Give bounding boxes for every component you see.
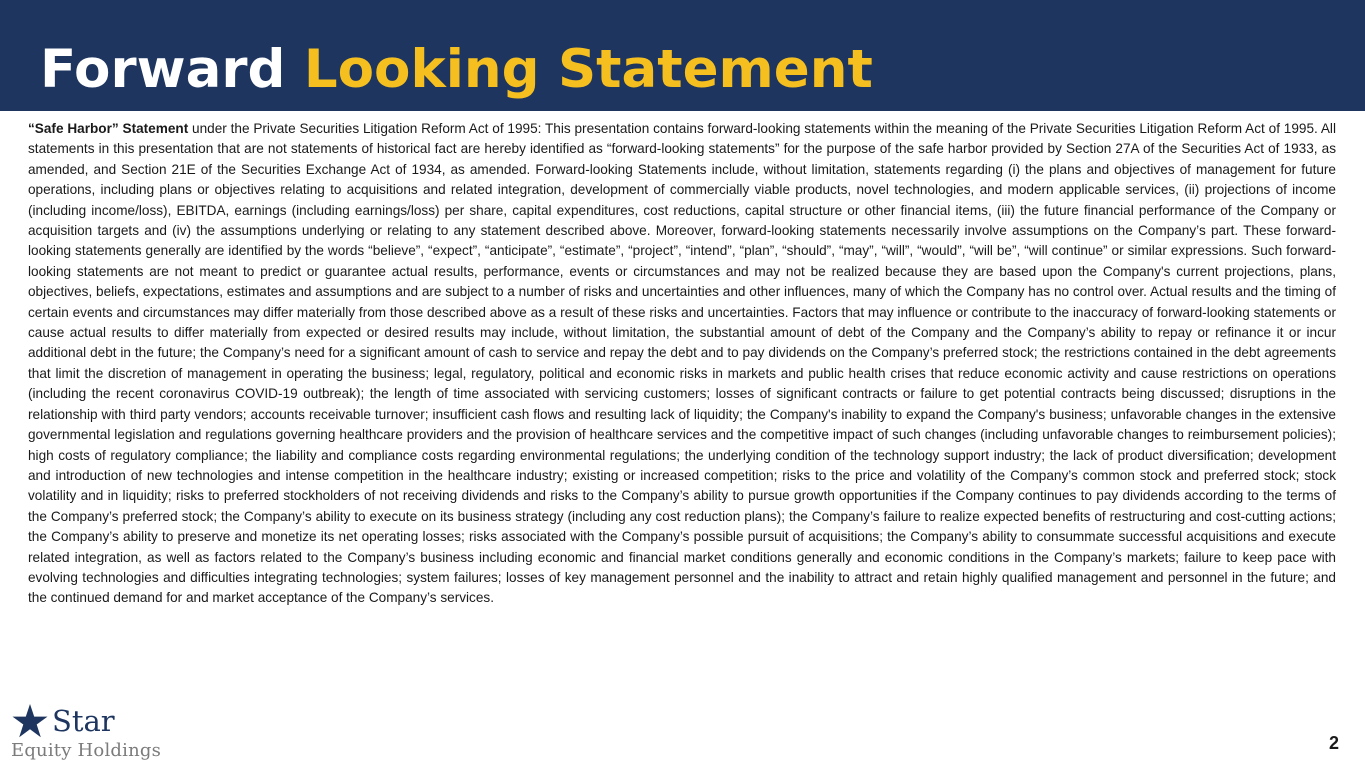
logo-subtitle: Equity Holdings <box>11 740 162 761</box>
safe-harbor-lead: “Safe Harbor” Statement <box>28 121 189 136</box>
title-primary: Forward <box>40 39 286 100</box>
page-number: 2 <box>1328 733 1339 753</box>
star-equity-logo <box>10 702 190 764</box>
title-accent: Looking Statement <box>303 39 873 100</box>
safe-harbor-text: under the Private Securities Litigation Reform Act of 1995: This presentation contains forward-looking statements within the meaning of the Private Securities Litigation Reform Act of 1995. All statements in this presentation that are not statements of historical fact are hereby identified as “forward-looking statements” for the purpose of the safe harbor provided by Section 27A of the Securities Act of 1933, as amended, and Section 21E of the Securities Exchange Act of 1934, as amended. Forward-looking Statements include, without limitation, statements regarding (i) the plans and objectives of management for future operations, including plans or objectives relating to acquisitions and related integration, development of commercially viable products, novel technologies, and modern applicable services, (ii) projections of income (including income/loss), EBITDA, earnings (including earnings/loss) per share, capital expenditures, cost reductions, capital structure or other financial items, (iii) the future financial performance of the Company or acquisition targets and (iv) the assumptions underlying or relating to any statement described above. Moreover, forward-looking statements necessarily involve assumptions on the Company’s part. These forward-looking statements generally are identified by the words “believe”, “expect”, “anticipate”, “estimate”, “project”, “intend”, “plan”, “should”, “may”, “will”, “would”, “will be”, “will continue” or similar expressions. Such forward-looking statements are not meant to predict or guarantee actual results, performance, events or circumstances and may not be realized because they are based upon the Company's current projections, plans, objectives, beliefs, expectations, estimates and assumptions and are subject to a number of risks and uncertainties and other influences, many of which the Company has no control over. Actual results and the timing of certain events and circumstances may differ materially from those described above as a result of these risks and uncertainties. Factors that may influence or contribute to the inaccuracy of forward-looking statements or cause actual results to differ materially from expected or desired results may include, without limitation, the substantial amount of debt of the Company and the Company’s ability to repay or refinance it or incur additional debt in the future; the Company’s need for a significant amount of cash to service and repay the debt and to pay dividends on the Company’s preferred stock; the restrictions contained in the debt agreements that limit the discretion of management in operating the business; legal, regulatory, political and economic risks in markets and public health crises that reduce economic activity and cause restrictions on operations (including the recent coronavirus COVID-19 outbreak); the length of time associated with servicing customers; losses of significant contracts or failure to get potential contracts being discussed; disruptions in the relationship with third party vendors; accounts receivable turnover; insufficient cash flows and resulting lack of liquidity; the Company's inability to expand the Company's business; unfavorable changes in the extensive governmental legislation and regulations governing healthcare providers and the provision of healthcare services and the competitive impact of such changes (including unfavorable changes to reimbursement policies); high costs of regulatory compliance; the liability and compliance costs regarding environmental regulations; the underlying condition of the technology support industry; the lack of product diversification; development and introduction of new technologies and intense competition in the healthcare industry; existing or increased competition; risks to the price and volatility of the Company’s common stock and preferred stock; stock volatility and in liquidity; risks to preferred stockholders of not receiving dividends and risks to the Company’s ability to pursue growth opportunities if the Company continues to pay dividends according to the terms of the Company’s preferred stock; the Company’s ability to execute on its business strategy (including any cost reduction plans); the Company’s failure to realize expected benefits of restructuring and cost-cutting actions; the Company’s ability to preserve and monetize its net operating losses; risks associated with the Company’s possible pursuit of acquisitions; the Company’s ability to consummate successful acquisitions and execute related integration, as well as factors related to the Company’s business including economic and financial market conditions generally and economic conditions in the Company’s markets; failure to keep pace with evolving technologies and difficulties integrating technologies; system failures; losses of key management personnel and the inability to attract and retain highly qualified management and personnel in the future; and the continued demand for and market acceptance of the Company’s services. <box>28 121 1336 606</box>
star-icon <box>10 702 50 742</box>
page-title <box>40 32 873 108</box>
safe-harbor-paragraph <box>28 119 1336 609</box>
logo-word: Star <box>52 704 115 738</box>
